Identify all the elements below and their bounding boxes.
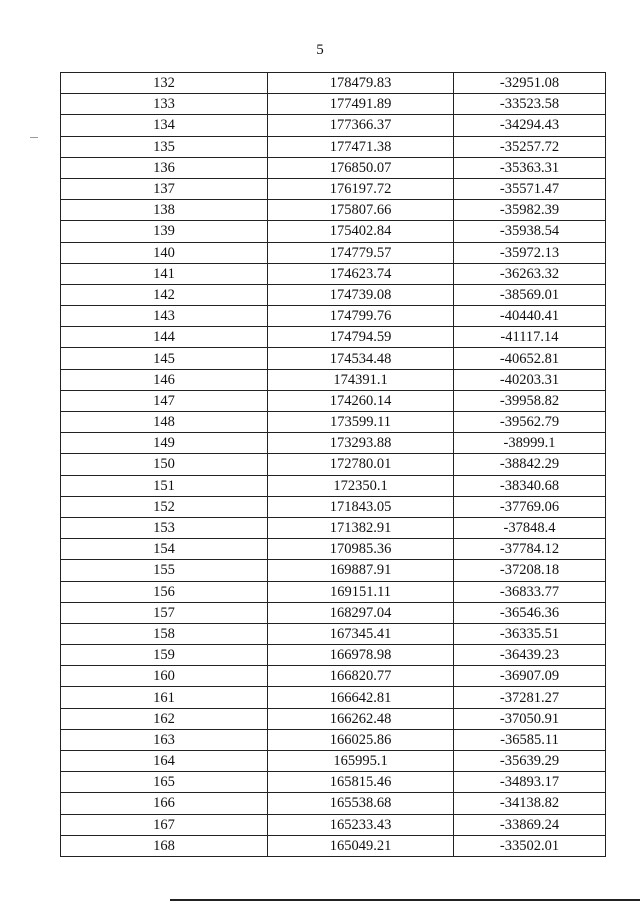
- x-coordinate-cell: 166642.81: [268, 687, 454, 708]
- table-row: [61, 835, 606, 856]
- x-coordinate-cell: 177366.37: [268, 115, 454, 136]
- x-coordinate-cell: 174799.76: [268, 306, 454, 327]
- y-coordinate-cell: -34138.82: [454, 793, 606, 814]
- y-coordinate-cell: -35972.13: [454, 242, 606, 263]
- x-coordinate-cell: 172780.01: [268, 454, 454, 475]
- x-coordinate-cell: 174391.1: [268, 369, 454, 390]
- point-number-cell: 161: [61, 687, 268, 708]
- table-row: [61, 687, 606, 708]
- y-coordinate-cell: -36439.23: [454, 645, 606, 666]
- y-coordinate-cell: -36585.11: [454, 729, 606, 750]
- y-coordinate-cell: -39562.79: [454, 412, 606, 433]
- table-row: [61, 772, 606, 793]
- x-coordinate-cell: 171843.05: [268, 496, 454, 517]
- table-row: [61, 623, 606, 644]
- table-row: [61, 73, 606, 94]
- x-coordinate-cell: 169151.11: [268, 581, 454, 602]
- x-coordinate-cell: 174739.08: [268, 284, 454, 305]
- y-coordinate-cell: -35257.72: [454, 136, 606, 157]
- point-number-cell: 150: [61, 454, 268, 475]
- table-row: [61, 157, 606, 178]
- table-row: [61, 602, 606, 623]
- point-number-cell: 143: [61, 306, 268, 327]
- y-coordinate-cell: -38842.29: [454, 454, 606, 475]
- bottom-rule: [170, 899, 640, 901]
- point-number-cell: 133: [61, 94, 268, 115]
- point-number-cell: 164: [61, 751, 268, 772]
- table-row: [61, 178, 606, 199]
- point-number-cell: 135: [61, 136, 268, 157]
- table-row: [61, 390, 606, 411]
- y-coordinate-cell: -32951.08: [454, 73, 606, 94]
- x-coordinate-cell: 169887.91: [268, 560, 454, 581]
- table-row: [61, 306, 606, 327]
- point-number-cell: 163: [61, 729, 268, 750]
- point-number-cell: 145: [61, 348, 268, 369]
- table-row: [61, 666, 606, 687]
- x-coordinate-cell: 166025.86: [268, 729, 454, 750]
- x-coordinate-cell: 174534.48: [268, 348, 454, 369]
- y-coordinate-cell: -36907.09: [454, 666, 606, 687]
- point-number-cell: 166: [61, 793, 268, 814]
- point-number-cell: 154: [61, 539, 268, 560]
- point-number-cell: 142: [61, 284, 268, 305]
- y-coordinate-cell: -37769.06: [454, 496, 606, 517]
- coordinates-table-container: [60, 72, 605, 857]
- x-coordinate-cell: 172350.1: [268, 475, 454, 496]
- y-coordinate-cell: -36833.77: [454, 581, 606, 602]
- x-coordinate-cell: 178479.83: [268, 73, 454, 94]
- x-coordinate-cell: 174623.74: [268, 263, 454, 284]
- x-coordinate-cell: 165995.1: [268, 751, 454, 772]
- point-number-cell: 139: [61, 221, 268, 242]
- table-row: [61, 136, 606, 157]
- x-coordinate-cell: 171382.91: [268, 517, 454, 538]
- table-row: [61, 539, 606, 560]
- table-row: [61, 369, 606, 390]
- x-coordinate-cell: 176197.72: [268, 178, 454, 199]
- table-row: [61, 517, 606, 538]
- coordinates-table-body: [61, 73, 606, 857]
- x-coordinate-cell: 165538.68: [268, 793, 454, 814]
- y-coordinate-cell: -37050.91: [454, 708, 606, 729]
- x-coordinate-cell: 174260.14: [268, 390, 454, 411]
- x-coordinate-cell: 173293.88: [268, 433, 454, 454]
- x-coordinate-cell: 166262.48: [268, 708, 454, 729]
- table-row: [61, 454, 606, 475]
- y-coordinate-cell: -33523.58: [454, 94, 606, 115]
- point-number-cell: 152: [61, 496, 268, 517]
- point-number-cell: 146: [61, 369, 268, 390]
- x-coordinate-cell: 165815.46: [268, 772, 454, 793]
- x-coordinate-cell: 174779.57: [268, 242, 454, 263]
- table-row: [61, 348, 606, 369]
- x-coordinate-cell: 175402.84: [268, 221, 454, 242]
- x-coordinate-cell: 177491.89: [268, 94, 454, 115]
- x-coordinate-cell: 176850.07: [268, 157, 454, 178]
- point-number-cell: 158: [61, 623, 268, 644]
- point-number-cell: 140: [61, 242, 268, 263]
- table-row: [61, 433, 606, 454]
- y-coordinate-cell: -37281.27: [454, 687, 606, 708]
- y-coordinate-cell: -41117.14: [454, 327, 606, 348]
- point-number-cell: 153: [61, 517, 268, 538]
- table-row: [61, 793, 606, 814]
- table-row: [61, 729, 606, 750]
- point-number-cell: 157: [61, 602, 268, 623]
- y-coordinate-cell: -36335.51: [454, 623, 606, 644]
- point-number-cell: 149: [61, 433, 268, 454]
- coordinates-table: [60, 72, 606, 857]
- y-coordinate-cell: -35571.47: [454, 178, 606, 199]
- table-row: [61, 751, 606, 772]
- x-coordinate-cell: 174794.59: [268, 327, 454, 348]
- x-coordinate-cell: 170985.36: [268, 539, 454, 560]
- page-number: 5: [316, 42, 324, 58]
- x-coordinate-cell: 173599.11: [268, 412, 454, 433]
- table-row: [61, 284, 606, 305]
- y-coordinate-cell: -35639.29: [454, 751, 606, 772]
- y-coordinate-cell: -35982.39: [454, 200, 606, 221]
- y-coordinate-cell: -34893.17: [454, 772, 606, 793]
- y-coordinate-cell: -37784.12: [454, 539, 606, 560]
- table-row: [61, 221, 606, 242]
- x-coordinate-cell: 168297.04: [268, 602, 454, 623]
- x-coordinate-cell: 167345.41: [268, 623, 454, 644]
- point-number-cell: 156: [61, 581, 268, 602]
- y-coordinate-cell: -35938.54: [454, 221, 606, 242]
- margin-mark: [30, 137, 38, 138]
- point-number-cell: 159: [61, 645, 268, 666]
- point-number-cell: 148: [61, 412, 268, 433]
- point-number-cell: 165: [61, 772, 268, 793]
- table-row: [61, 242, 606, 263]
- table-row: [61, 200, 606, 221]
- y-coordinate-cell: -40440.41: [454, 306, 606, 327]
- point-number-cell: 155: [61, 560, 268, 581]
- table-row: [61, 708, 606, 729]
- point-number-cell: 151: [61, 475, 268, 496]
- point-number-cell: 168: [61, 835, 268, 856]
- x-coordinate-cell: 166978.98: [268, 645, 454, 666]
- point-number-cell: 141: [61, 263, 268, 284]
- point-number-cell: 134: [61, 115, 268, 136]
- y-coordinate-cell: -37208.18: [454, 560, 606, 581]
- point-number-cell: 138: [61, 200, 268, 221]
- table-row: [61, 814, 606, 835]
- table-row: [61, 412, 606, 433]
- y-coordinate-cell: -38569.01: [454, 284, 606, 305]
- table-row: [61, 115, 606, 136]
- table-row: [61, 327, 606, 348]
- y-coordinate-cell: -33502.01: [454, 835, 606, 856]
- y-coordinate-cell: -40203.31: [454, 369, 606, 390]
- point-number-cell: 136: [61, 157, 268, 178]
- x-coordinate-cell: 177471.38: [268, 136, 454, 157]
- y-coordinate-cell: -33869.24: [454, 814, 606, 835]
- x-coordinate-cell: 165233.43: [268, 814, 454, 835]
- y-coordinate-cell: -34294.43: [454, 115, 606, 136]
- table-row: [61, 581, 606, 602]
- table-row: [61, 560, 606, 581]
- table-row: [61, 94, 606, 115]
- y-coordinate-cell: -37848.4: [454, 517, 606, 538]
- point-number-cell: 160: [61, 666, 268, 687]
- y-coordinate-cell: -39958.82: [454, 390, 606, 411]
- table-row: [61, 645, 606, 666]
- point-number-cell: 132: [61, 73, 268, 94]
- y-coordinate-cell: -36263.32: [454, 263, 606, 284]
- x-coordinate-cell: 166820.77: [268, 666, 454, 687]
- point-number-cell: 144: [61, 327, 268, 348]
- table-row: [61, 496, 606, 517]
- point-number-cell: 167: [61, 814, 268, 835]
- y-coordinate-cell: -35363.31: [454, 157, 606, 178]
- table-row: [61, 475, 606, 496]
- x-coordinate-cell: 165049.21: [268, 835, 454, 856]
- y-coordinate-cell: -38999.1: [454, 433, 606, 454]
- point-number-cell: 147: [61, 390, 268, 411]
- x-coordinate-cell: 175807.66: [268, 200, 454, 221]
- y-coordinate-cell: -40652.81: [454, 348, 606, 369]
- point-number-cell: 137: [61, 178, 268, 199]
- y-coordinate-cell: -36546.36: [454, 602, 606, 623]
- y-coordinate-cell: -38340.68: [454, 475, 606, 496]
- table-row: [61, 263, 606, 284]
- point-number-cell: 162: [61, 708, 268, 729]
